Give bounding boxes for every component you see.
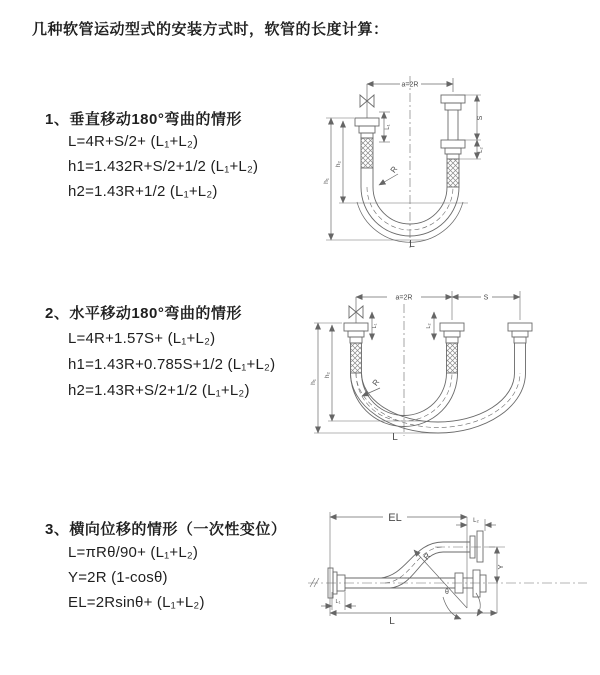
flange-left <box>355 118 379 138</box>
formula-line: L=4R+S/2+ (L₁+L₂) <box>68 133 199 150</box>
flange-right-upper <box>441 95 465 110</box>
hose-upper-wall <box>380 542 443 578</box>
dim-label-a2r: a=2R <box>395 294 413 302</box>
dim-label-el: EL <box>388 512 402 524</box>
flange-right-lower <box>441 140 465 159</box>
formula-line: EL=2Rsinθ+ (L₁+L₂) <box>68 594 205 611</box>
dim-label-l1: L₁ <box>385 124 391 130</box>
braided-hose <box>447 159 459 187</box>
dim-label-h2: h₂ <box>335 160 342 168</box>
flange-right-upper <box>443 531 483 562</box>
hose-lower-wall <box>390 552 443 588</box>
dim-label-s: S <box>483 294 489 302</box>
dim-label-l1: L₁ <box>335 599 341 605</box>
dim-label-y: Y <box>496 564 505 570</box>
braided-hose <box>361 138 373 168</box>
radius-leader <box>379 174 398 185</box>
dim-label-a2r: a=2R <box>401 81 419 89</box>
flange-right-lower <box>455 570 486 597</box>
dim-label-h2: h₂ <box>324 371 331 379</box>
radius-label: R <box>370 377 382 388</box>
diagram-horizontal-180 <box>305 278 585 448</box>
radius-label: R <box>421 551 433 562</box>
length-label: L <box>389 616 395 627</box>
flange-right <box>508 323 532 343</box>
braided-hose <box>351 343 362 373</box>
radius-label: R <box>388 164 400 175</box>
hose-centerline-2 <box>356 373 520 427</box>
hose-outer-wall <box>361 187 459 236</box>
dim-label-h1: h₁ <box>310 379 317 385</box>
dim-label-s: S <box>477 115 484 121</box>
hose-drawing <box>308 512 587 619</box>
dim-label-l1: L₁ <box>372 323 378 329</box>
formula-line: h2=1.43R+S/2+1/2 (L₁+L₂) <box>68 382 250 399</box>
flange-middle <box>440 323 464 343</box>
valve-icon <box>349 297 363 323</box>
valve-icon <box>360 84 374 118</box>
braided-hose <box>447 343 458 373</box>
page-title: 几种软管运动型式的安装方式时，软管的长度计算： <box>32 21 389 38</box>
formula-line: h1=1.432R+S/2+1/2 (L₁+L₂) <box>68 158 259 175</box>
flange-left <box>344 323 368 343</box>
formula-line: h1=1.43R+0.785S+1/2 (L₁+L₂) <box>68 356 276 373</box>
dim-label-l2: L₂ <box>426 323 432 329</box>
dim-label-l2: L₂ <box>478 147 484 153</box>
diagram-vertical-180 <box>308 68 568 258</box>
length-label: L <box>392 432 398 443</box>
formula-line: L=4R+1.57S+ (L₁+L₂) <box>68 330 216 347</box>
section-heading: 2、水平移动180°弯曲的情形 <box>45 305 242 322</box>
formula-line: h2=1.43R+1/2 (L₁+L₂) <box>68 183 218 200</box>
formula-line: L=πRθ/90+ (L₁+L₂) <box>68 544 199 561</box>
hose-drawing <box>326 76 481 248</box>
section-heading: 1、垂直移动180°弯曲的情形 <box>45 111 242 128</box>
radius-leader <box>414 550 467 608</box>
length-label: L <box>409 239 415 250</box>
angle-arc <box>443 597 461 619</box>
diagram-lateral-offset <box>295 498 595 663</box>
dim-label-h1: h₁ <box>323 178 330 184</box>
formula-line: Y=2R (1-cosθ) <box>68 569 168 586</box>
angle-label: θ <box>445 589 449 596</box>
dim-label-l2: L₂ <box>473 518 479 524</box>
section-heading: 3、横向位移的情形（一次性变位） <box>45 521 287 538</box>
hose-drawing <box>314 291 532 436</box>
